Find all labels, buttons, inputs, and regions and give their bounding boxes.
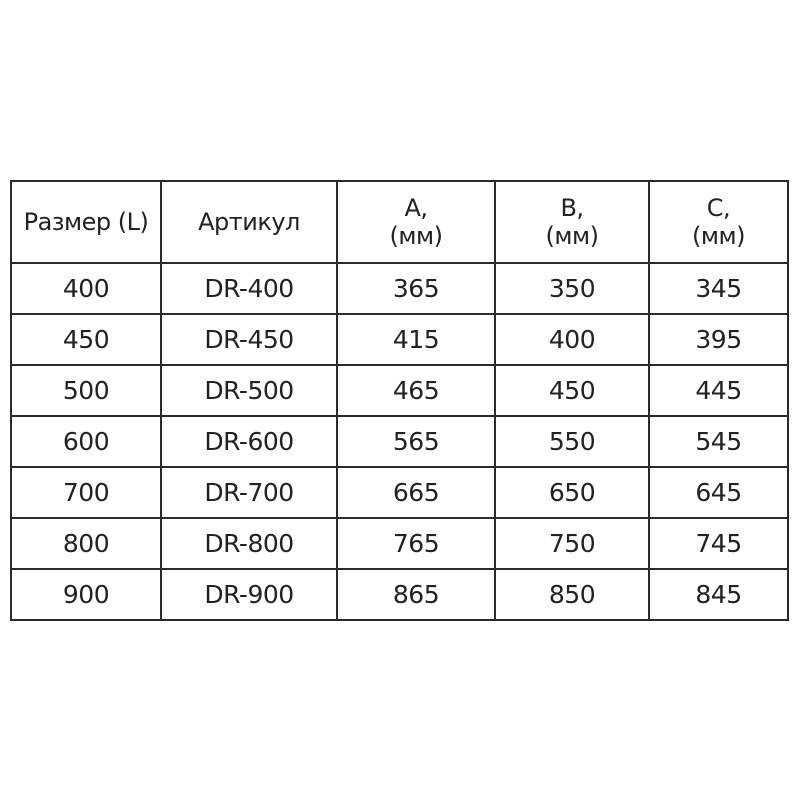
cell-article: DR-600 (161, 416, 337, 467)
cell-size: 600 (11, 416, 161, 467)
table-header (11, 181, 788, 263)
cell-b: 450 (495, 365, 649, 416)
cell-size: 800 (11, 518, 161, 569)
cell-c: 545 (649, 416, 788, 467)
header-size: Размер (L) (11, 181, 161, 263)
cell-a: 415 (337, 314, 495, 365)
cell-article: DR-800 (161, 518, 337, 569)
cell-b: 750 (495, 518, 649, 569)
cell-c: 445 (649, 365, 788, 416)
table-row (11, 263, 788, 314)
cell-size: 500 (11, 365, 161, 416)
cell-article: DR-500 (161, 365, 337, 416)
cell-b: 650 (495, 467, 649, 518)
table-body (11, 263, 788, 620)
cell-article: DR-900 (161, 569, 337, 620)
header-c (649, 181, 788, 263)
table-row (11, 365, 788, 416)
cell-b: 850 (495, 569, 649, 620)
cell-c: 345 (649, 263, 788, 314)
header-b (495, 181, 649, 263)
cell-size: 450 (11, 314, 161, 365)
cell-a: 865 (337, 569, 495, 620)
cell-b: 400 (495, 314, 649, 365)
header-a-label: A, (404, 194, 428, 222)
cell-c: 645 (649, 467, 788, 518)
cell-article: DR-450 (161, 314, 337, 365)
cell-article: DR-400 (161, 263, 337, 314)
table-row (11, 569, 788, 620)
cell-b: 550 (495, 416, 649, 467)
cell-size: 400 (11, 263, 161, 314)
table-row (11, 314, 788, 365)
cell-a: 465 (337, 365, 495, 416)
header-c-label: C, (706, 194, 731, 222)
cell-c: 745 (649, 518, 788, 569)
cell-size: 700 (11, 467, 161, 518)
header-c-unit: (мм) (692, 222, 745, 250)
header-a-unit: (мм) (389, 222, 443, 250)
cell-a: 565 (337, 416, 495, 467)
table-row (11, 518, 788, 569)
header-b-unit: (мм) (545, 222, 599, 250)
dimensions-table (10, 180, 789, 621)
header-article: Артикул (161, 181, 337, 263)
cell-c: 845 (649, 569, 788, 620)
header-a (337, 181, 495, 263)
header-row (11, 181, 788, 263)
table-row (11, 467, 788, 518)
cell-a: 665 (337, 467, 495, 518)
cell-article: DR-700 (161, 467, 337, 518)
cell-c: 395 (649, 314, 788, 365)
cell-a: 365 (337, 263, 495, 314)
cell-b: 350 (495, 263, 649, 314)
cell-size: 900 (11, 569, 161, 620)
header-b-label: B, (560, 194, 584, 222)
table-row (11, 416, 788, 467)
cell-a: 765 (337, 518, 495, 569)
